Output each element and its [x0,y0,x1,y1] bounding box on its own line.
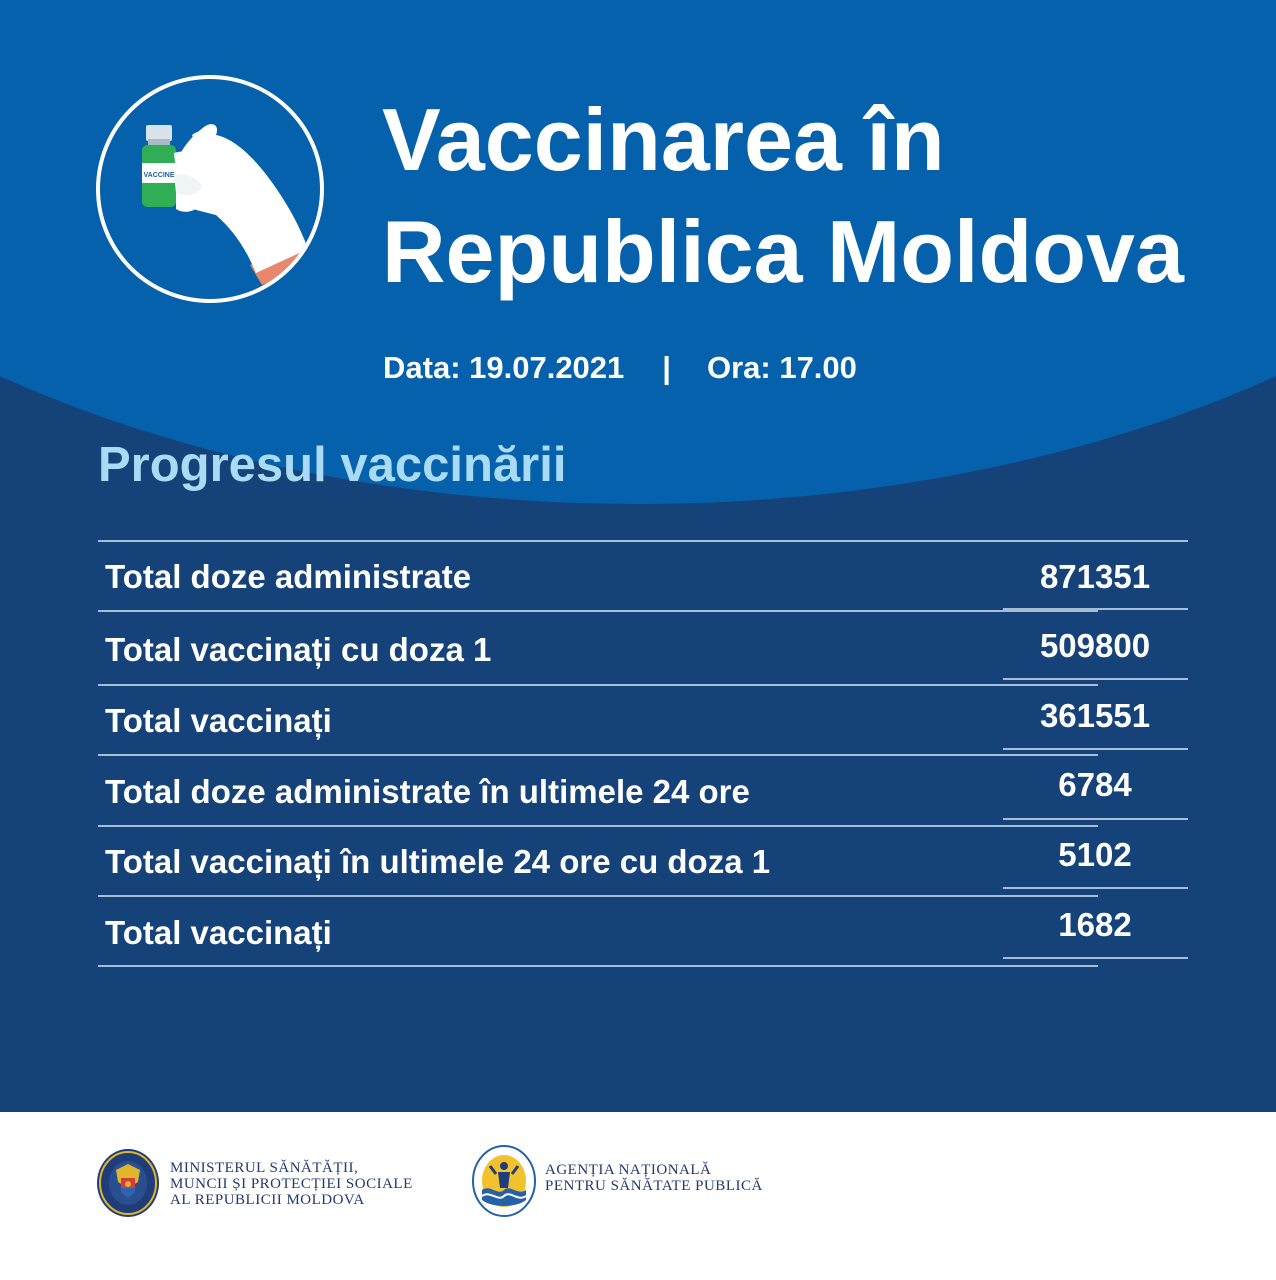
stat-label-dose1-24h: Total vaccinați în ultimele 24 ore cu doza 1 [105,843,771,880]
value-divider [1003,748,1188,750]
agency-line-2: PENTRU SĂNĂTATE PUBLICĂ [545,1178,763,1194]
moldova-coat-of-arms-icon [96,1148,160,1218]
stat-value-vaccinated-24h: 1682 [1058,906,1132,943]
value-divider [1003,608,1188,610]
footer [0,1112,1276,1280]
stat-value-total-doses: 871351 [1039,558,1151,595]
date-time-bar [383,350,857,386]
public-health-agency-emblem-icon [472,1144,536,1218]
value-divider [1003,678,1188,680]
agency-name [545,1162,763,1194]
title-line-2: Republica Moldova [382,202,1184,301]
vaccine-hand-icon [96,75,324,303]
vial-label: VACCINE [143,172,175,179]
stat-label-vaccinated-24h: Total vaccinați [105,914,332,951]
value-divider [1003,887,1188,889]
table-divider [98,754,1098,756]
value-divider [1003,957,1188,959]
value-divider [1003,818,1188,820]
ministry-line-3: AL REPUBLICII MOLDOVA [170,1192,365,1208]
ministry-line-1: MINISTERUL SĂNĂTĂȚII, [170,1160,359,1176]
date-text: Data: 19.07.2021 [383,350,625,385]
time-text: Ora: 17.00 [706,350,857,385]
ministry-line-2: MUNCII ȘI PROTECȚIEI SOCIALE [170,1176,413,1192]
table-divider [98,610,1098,612]
stat-value-dose1-24h: 5102 [1058,836,1132,873]
title-line-1: Vaccinarea în [382,90,945,189]
agency-line-1: AGENȚIA NAȚIONALĂ [545,1162,712,1178]
stat-value-fully-vaccinated: 361551 [1039,697,1151,734]
table-divider [98,825,1098,827]
table-divider [98,965,1098,967]
stat-label-total-doses: Total doze administrate [105,558,472,595]
ministry-name [170,1160,413,1208]
table-divider [98,540,1188,542]
stat-label-dose1: Total vaccinați cu doza 1 [105,631,492,668]
stat-label-fully-vaccinated: Total vaccinați [105,702,332,739]
section-title: Progresul vaccinării [98,438,567,492]
page-title [382,84,1184,308]
stat-value-dose1: 509800 [1039,627,1151,664]
stat-label-doses-24h: Total doze administrate în ultimele 24 ore [105,773,750,810]
stat-value-doses-24h: 6784 [1058,766,1132,803]
table-divider [98,684,1098,686]
separator: | [662,350,671,385]
table-divider [98,895,1098,897]
